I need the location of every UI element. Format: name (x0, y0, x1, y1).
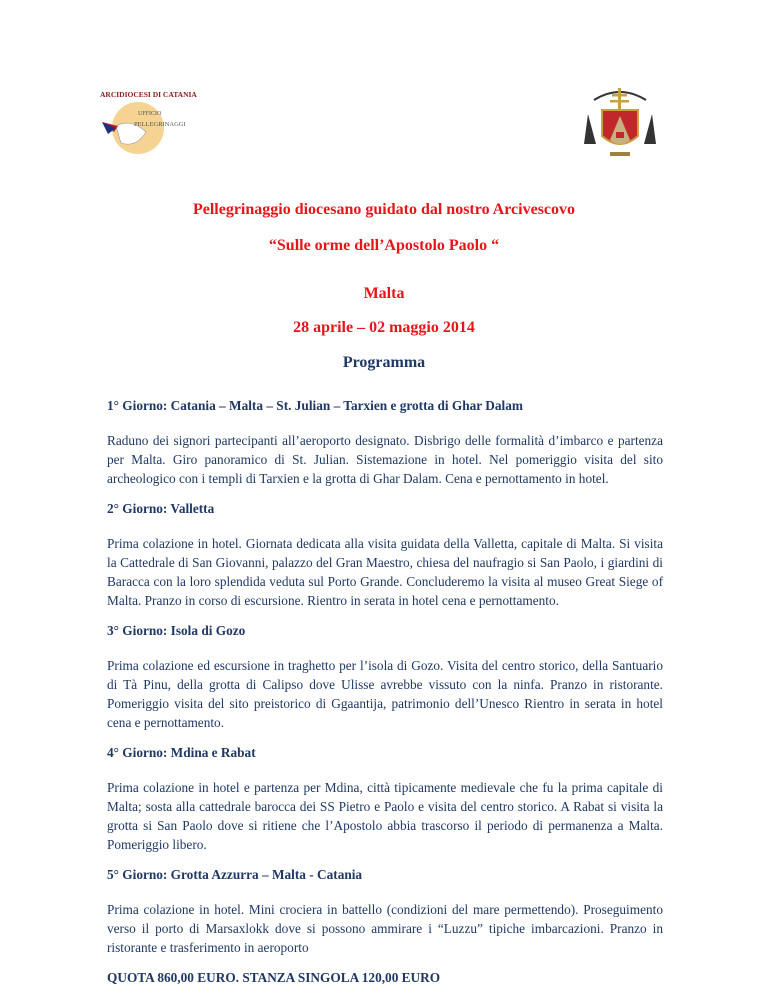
day-text: Prima colazione in hotel. Mini crociera in battello (condizioni del mare permettendo). Proseguimento verso il porto di Marsaxlokk dove si possono ammirare i “Luzzu” tipiche imbarcazioni. Pranzo in ristorante e trasferimento in aeroporto (107, 902, 663, 955)
day-heading: 4° Giorno: Mdina e Rabat (107, 745, 256, 760)
day-heading: 3° Giorno: Isola di Gozo (107, 623, 246, 638)
price-line: QUOTA 860,00 EURO. STANZA SINGOLA 120,00 EURO (107, 970, 441, 985)
program-label: Programma (342, 354, 426, 371)
document-title: Pellegrinaggio diocesano guidato dal nostro Arcivescovo (192, 201, 576, 218)
day-heading: 2° Giorno: Valletta (107, 501, 215, 516)
dates: 28 aprile – 02 maggio 2014 (293, 319, 475, 336)
day-heading: 1° Giorno: Catania – Malta – St. Julian – Tarxien e grotta di Ghar Dalam (107, 398, 523, 413)
day-text: Prima colazione ed escursione in traghetto per l’isola di Gozo. Visita del centro storico, della Santuario di Tà Pinu, della grotta di Calipso dove Ulisse avrebbe vissuto con la ninfa. Pranzo in ristorante. Pomeriggio visita del sito preistorico di Ggaantija, patrimonio dell’Unesco Rientro in serata in hotel cena e pernottamento. (107, 658, 663, 730)
destination: Malta (363, 285, 405, 302)
coat-of-arms-icon (584, 84, 656, 160)
day-text: Prima colazione in hotel e partenza per Mdina, città tipicamente medievale che fu la prima capitale di Malta; sosta alla cattedrale barocca dei SS Pietro e Paolo e visita del centro storico. A Rabat si visita la grotta si San Paolo dove si ritiene che l’Apostolo abbia trascorso il periodo di permanenza a Malta. Pomeriggio libero. (107, 780, 663, 852)
svg-text:UFFICIO: UFFICIO (138, 111, 162, 117)
document-subtitle: “Sulle orme dell’Apostolo Paolo “ (268, 237, 500, 254)
archdiocese-logo (96, 88, 216, 158)
day-text: Prima colazione in hotel. Giornata dedicata alla visita guidata della Valletta, capitale di Malta. Si visita la Cattedrale di San Giovanni, palazzo del Gran Maestro, chiesa del naufragio si San Paolo, i giardini di Baracca con la loro splendida veduta sul Porto Grande. Concluderemo la visita al museo Great Siege of Malta. Pranzo in corso di escursione. Rientro in serata in hotel cena e pernottamento. (107, 536, 663, 608)
program-body (107, 397, 663, 986)
svg-text:ARCIDIOCESI DI CATANIA: ARCIDIOCESI DI CATANIA (100, 90, 197, 99)
day-text: Raduno dei signori partecipanti all’aeroporto designato. Disbrigo delle formalità d’imbarco e partenza per Malta. Giro panoramico di St. Julian. Sistemazione in hotel. Nel pomeriggio visita del sito archeologico con i templi di Tarxien e la grotta di Ghar Dalam. Cena e pernottamento in hotel. (107, 433, 663, 486)
day-heading: 5° Giorno: Grotta Azzurra – Malta - Catania (107, 867, 363, 882)
svg-text:PELLEGRINAGGI: PELLEGRINAGGI (134, 121, 186, 128)
